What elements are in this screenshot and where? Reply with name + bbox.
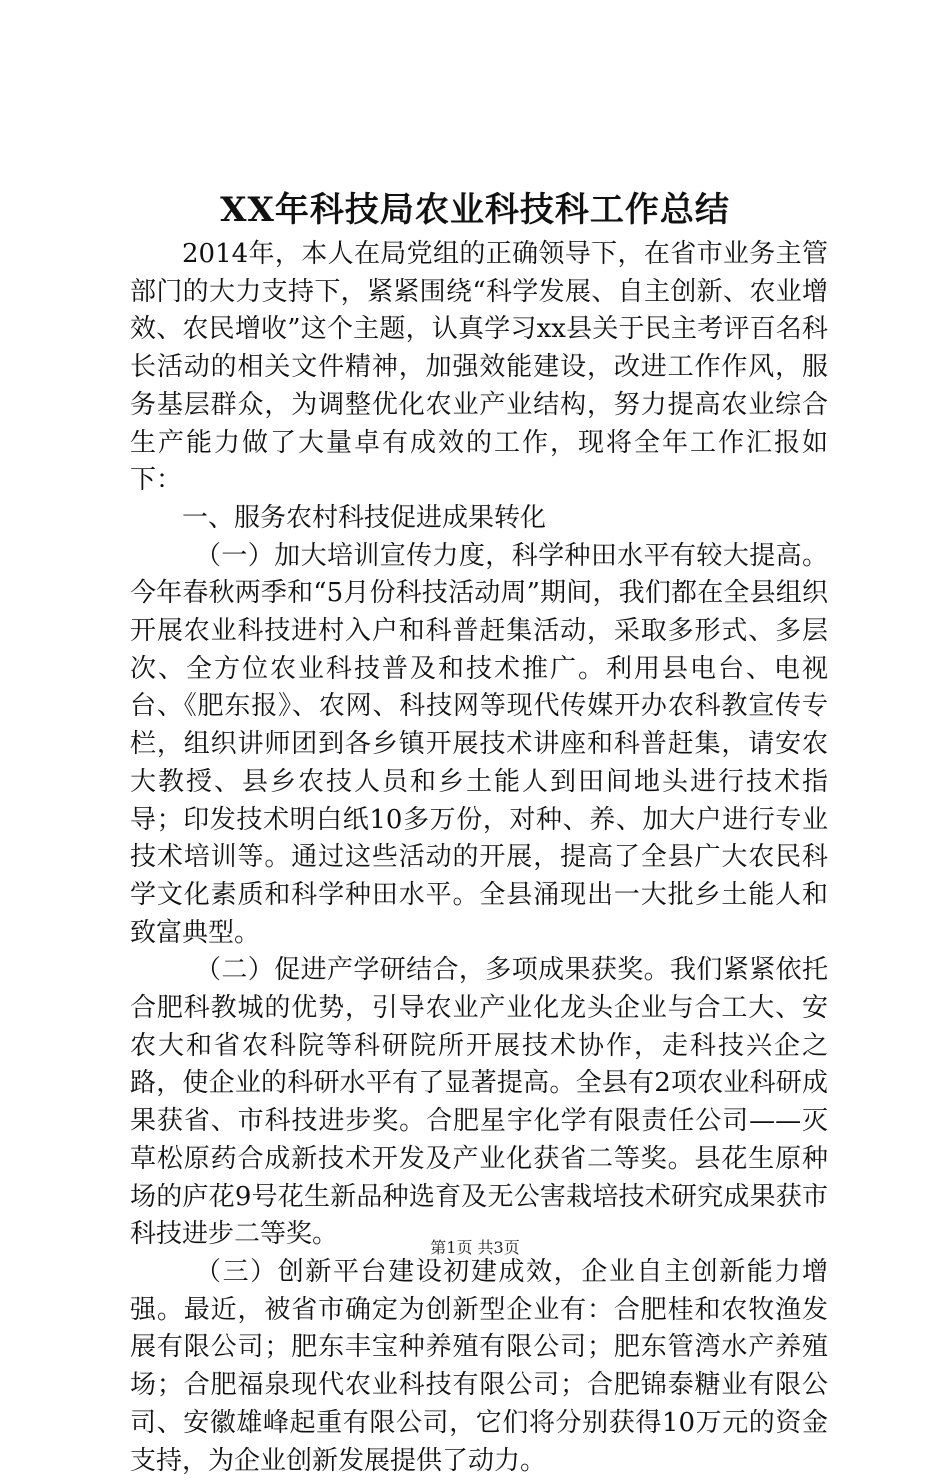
document-body [130, 236, 828, 1480]
section-heading: 一、服务农村科技促进成果转化 [182, 502, 547, 533]
page-footer: 第1页 共3页 [430, 1238, 520, 1257]
intro-paragraph: 2014年，本人在局党组的正确领导下，在省市业务主管部门的大力支持下，紧紧围绕“科学发展、自主创新、农业增效、农民增收”这个主题，认真学习xx县关于民主考评百名科长活动的相关文件精神，加强效能建设，改进工作作风，服务基层群众，为调整优化农业产业结构，努力提高农业综合生产能力做了大量卓有成效的工作，现将全年工作汇报如下： [130, 239, 828, 496]
subsection-paragraph-1: （一）加大培训宣传力度，科学种田水平有较大提高。今年春秋两季和“5月份科技活动周”期间，我们都在全县组织开展农业科技进村入户和科普赶集活动，采取多形式、多层次、全方位农业科技普及和技术推广。利用县电台、电视台、《肥东报》、农网、科技网等现代传媒开办农科教宣传专栏，组织讲师团到各乡镇开展技术讲座和科普赶集，请安农大教授、县乡农技人员和乡土能人到田间地头进行技术指导；印发技术明白纸10多万份，对种、养、加大户进行专业技术培训等。通过这些活动的开展，提高了全县广大农民科学文化素质和科学种田水平。全县涌现出一大批乡土能人和致富典型。 [130, 540, 828, 948]
subsection-paragraph-2: （二）促进产学研结合，多项成果获奖。我们紧紧依托合肥科教城的优势，引导农业产业化龙头企业与合工大、安农大和省农科院等科研院所开展技术协作，走科技兴企之路，使企业的科研水平有了显著提高。全县有2项农业科研成果获省、市科技进步奖。合肥星宇化学有限责任公司——灭草松原药合成新技术开发及产业化获省二等奖。县花生原种场的庐花9号花生新品种选育及无公害栽培技术研究成果获市科技进步二等奖。 [130, 955, 828, 1250]
subsection-paragraph-3: （三）创新平台建设初建成效，企业自主创新能力增强。最近，被省市确定为创新型企业有：合肥桂和农牧渔发展有限公司；肥东丰宝种养殖有限公司；肥东管湾水产养殖场；合肥福泉现代农业科技有限公司；合肥锦泰糖业有限公司、安徽雄峰起重有限公司，它们将分别获得10万元的资金支持，为企业创新发展提供了动力。 [130, 1256, 828, 1476]
document-title: XX年科技局农业科技科工作总结 [220, 190, 730, 230]
